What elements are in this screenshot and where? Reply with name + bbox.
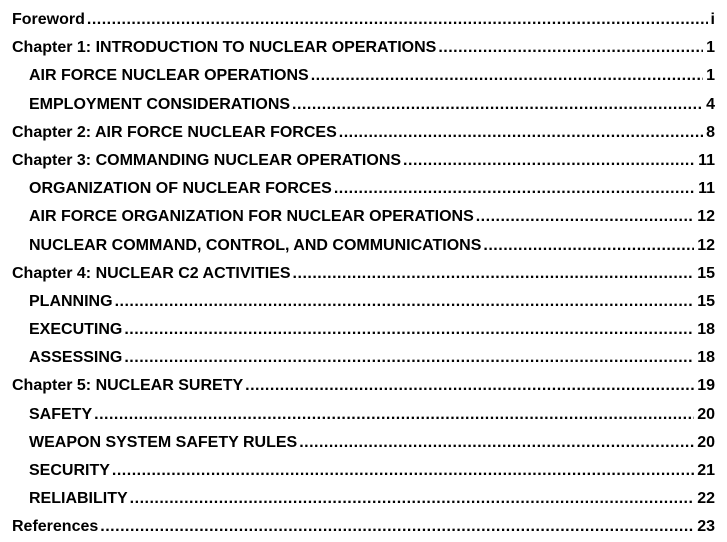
toc-entry-page: 1 bbox=[706, 67, 715, 85]
dot-leader bbox=[483, 232, 694, 260]
toc-entry-page: 1 bbox=[706, 39, 715, 57]
dot-leader bbox=[438, 34, 703, 62]
toc-entry-page: i bbox=[710, 11, 715, 28]
toc-entry-page: 18 bbox=[697, 321, 715, 339]
toc-subentry[interactable] bbox=[12, 485, 715, 513]
toc-entry-label: AIR FORCE ORGANIZATION FOR NUCLEAR OPERATIONS bbox=[29, 208, 474, 226]
toc-entry-page: 12 bbox=[697, 236, 715, 254]
toc-subentry[interactable] bbox=[12, 316, 715, 344]
toc-subentry[interactable] bbox=[12, 288, 715, 316]
toc-entry-label: ASSESSING bbox=[29, 349, 123, 367]
toc-entry-label: ORGANIZATION OF NUCLEAR FORCES bbox=[29, 180, 332, 198]
toc-subentry[interactable] bbox=[12, 175, 715, 203]
dot-leader bbox=[334, 175, 695, 203]
dot-leader bbox=[100, 513, 694, 541]
toc-entry-page: 8 bbox=[706, 123, 715, 141]
toc-entry-label: References bbox=[12, 518, 99, 536]
toc-subentry[interactable] bbox=[12, 91, 715, 119]
toc-entry[interactable] bbox=[12, 260, 715, 288]
toc-entry-page: 23 bbox=[697, 518, 715, 536]
dot-leader bbox=[87, 6, 708, 34]
toc-entry[interactable] bbox=[12, 34, 715, 62]
toc-entry-page: 19 bbox=[697, 377, 715, 395]
toc-entry-page: 11 bbox=[698, 151, 715, 169]
toc-entry-page: 15 bbox=[697, 292, 715, 310]
toc-entry-label: SECURITY bbox=[29, 462, 110, 479]
toc-entry-page: 18 bbox=[697, 349, 715, 367]
toc-entry-page: 12 bbox=[697, 208, 715, 226]
toc-subentry[interactable] bbox=[12, 429, 715, 457]
toc-entry[interactable] bbox=[12, 147, 715, 175]
toc-subentry[interactable] bbox=[12, 203, 715, 231]
toc-entry-label: RELIABILITY bbox=[29, 490, 128, 508]
toc-subentry[interactable] bbox=[12, 62, 715, 90]
toc-entry-label: Chapter 3: COMMANDING NUCLEAR OPERATIONS bbox=[12, 151, 402, 169]
dot-leader bbox=[112, 457, 694, 485]
toc-entry-page: 11 bbox=[698, 180, 715, 198]
toc-entry[interactable] bbox=[12, 119, 715, 147]
toc-entry-page: 20 bbox=[697, 405, 715, 423]
toc-entry[interactable] bbox=[12, 513, 715, 541]
dot-leader bbox=[339, 119, 703, 147]
toc-entry-label: Chapter 4: NUCLEAR C2 ACTIVITIES bbox=[12, 264, 291, 282]
toc-subentry[interactable] bbox=[12, 401, 715, 429]
toc-entry-label: WEAPON SYSTEM SAFETY RULES bbox=[29, 433, 298, 451]
toc-entry-label: Foreword bbox=[12, 11, 85, 28]
toc-entry-label: Chapter 5: NUCLEAR SURETY bbox=[12, 377, 244, 395]
dot-leader bbox=[130, 485, 695, 513]
toc-entry-label: NUCLEAR COMMAND, CONTROL, AND COMMUNICATIONS bbox=[29, 236, 482, 254]
toc-entry-page: 21 bbox=[697, 462, 715, 479]
dot-leader bbox=[292, 91, 703, 119]
dot-leader bbox=[299, 429, 694, 457]
toc-subentry[interactable] bbox=[12, 344, 715, 372]
toc-entry-page: 15 bbox=[697, 264, 715, 282]
toc-entry-page: 4 bbox=[706, 95, 715, 113]
toc-subentry[interactable] bbox=[12, 232, 715, 260]
toc-entry[interactable] bbox=[12, 6, 715, 34]
toc-entry-label: SAFETY bbox=[29, 405, 93, 423]
toc-entry-label: AIR FORCE NUCLEAR OPERATIONS bbox=[29, 67, 309, 85]
dot-leader bbox=[311, 62, 703, 90]
toc-entry[interactable] bbox=[12, 372, 715, 400]
dot-leader bbox=[94, 401, 694, 429]
dot-leader bbox=[476, 203, 694, 231]
dot-leader bbox=[245, 372, 694, 400]
toc-subentry[interactable] bbox=[12, 457, 715, 485]
toc-entry-label: EXECUTING bbox=[29, 321, 123, 339]
toc-entry-page: 22 bbox=[697, 490, 715, 508]
toc-entry-label: EMPLOYMENT CONSIDERATIONS bbox=[29, 95, 291, 113]
toc-entry-label: PLANNING bbox=[29, 292, 113, 310]
dot-leader bbox=[293, 260, 695, 288]
toc-entry-page: 20 bbox=[697, 433, 715, 451]
dot-leader bbox=[403, 147, 695, 175]
toc-entry-label: Chapter 2: AIR FORCE NUCLEAR FORCES bbox=[12, 123, 337, 141]
table-of-contents bbox=[12, 6, 715, 542]
dot-leader bbox=[115, 288, 695, 316]
toc-entry-label: Chapter 1: INTRODUCTION TO NUCLEAR OPERATIONS bbox=[12, 39, 437, 57]
dot-leader bbox=[124, 316, 694, 344]
dot-leader bbox=[124, 344, 694, 372]
